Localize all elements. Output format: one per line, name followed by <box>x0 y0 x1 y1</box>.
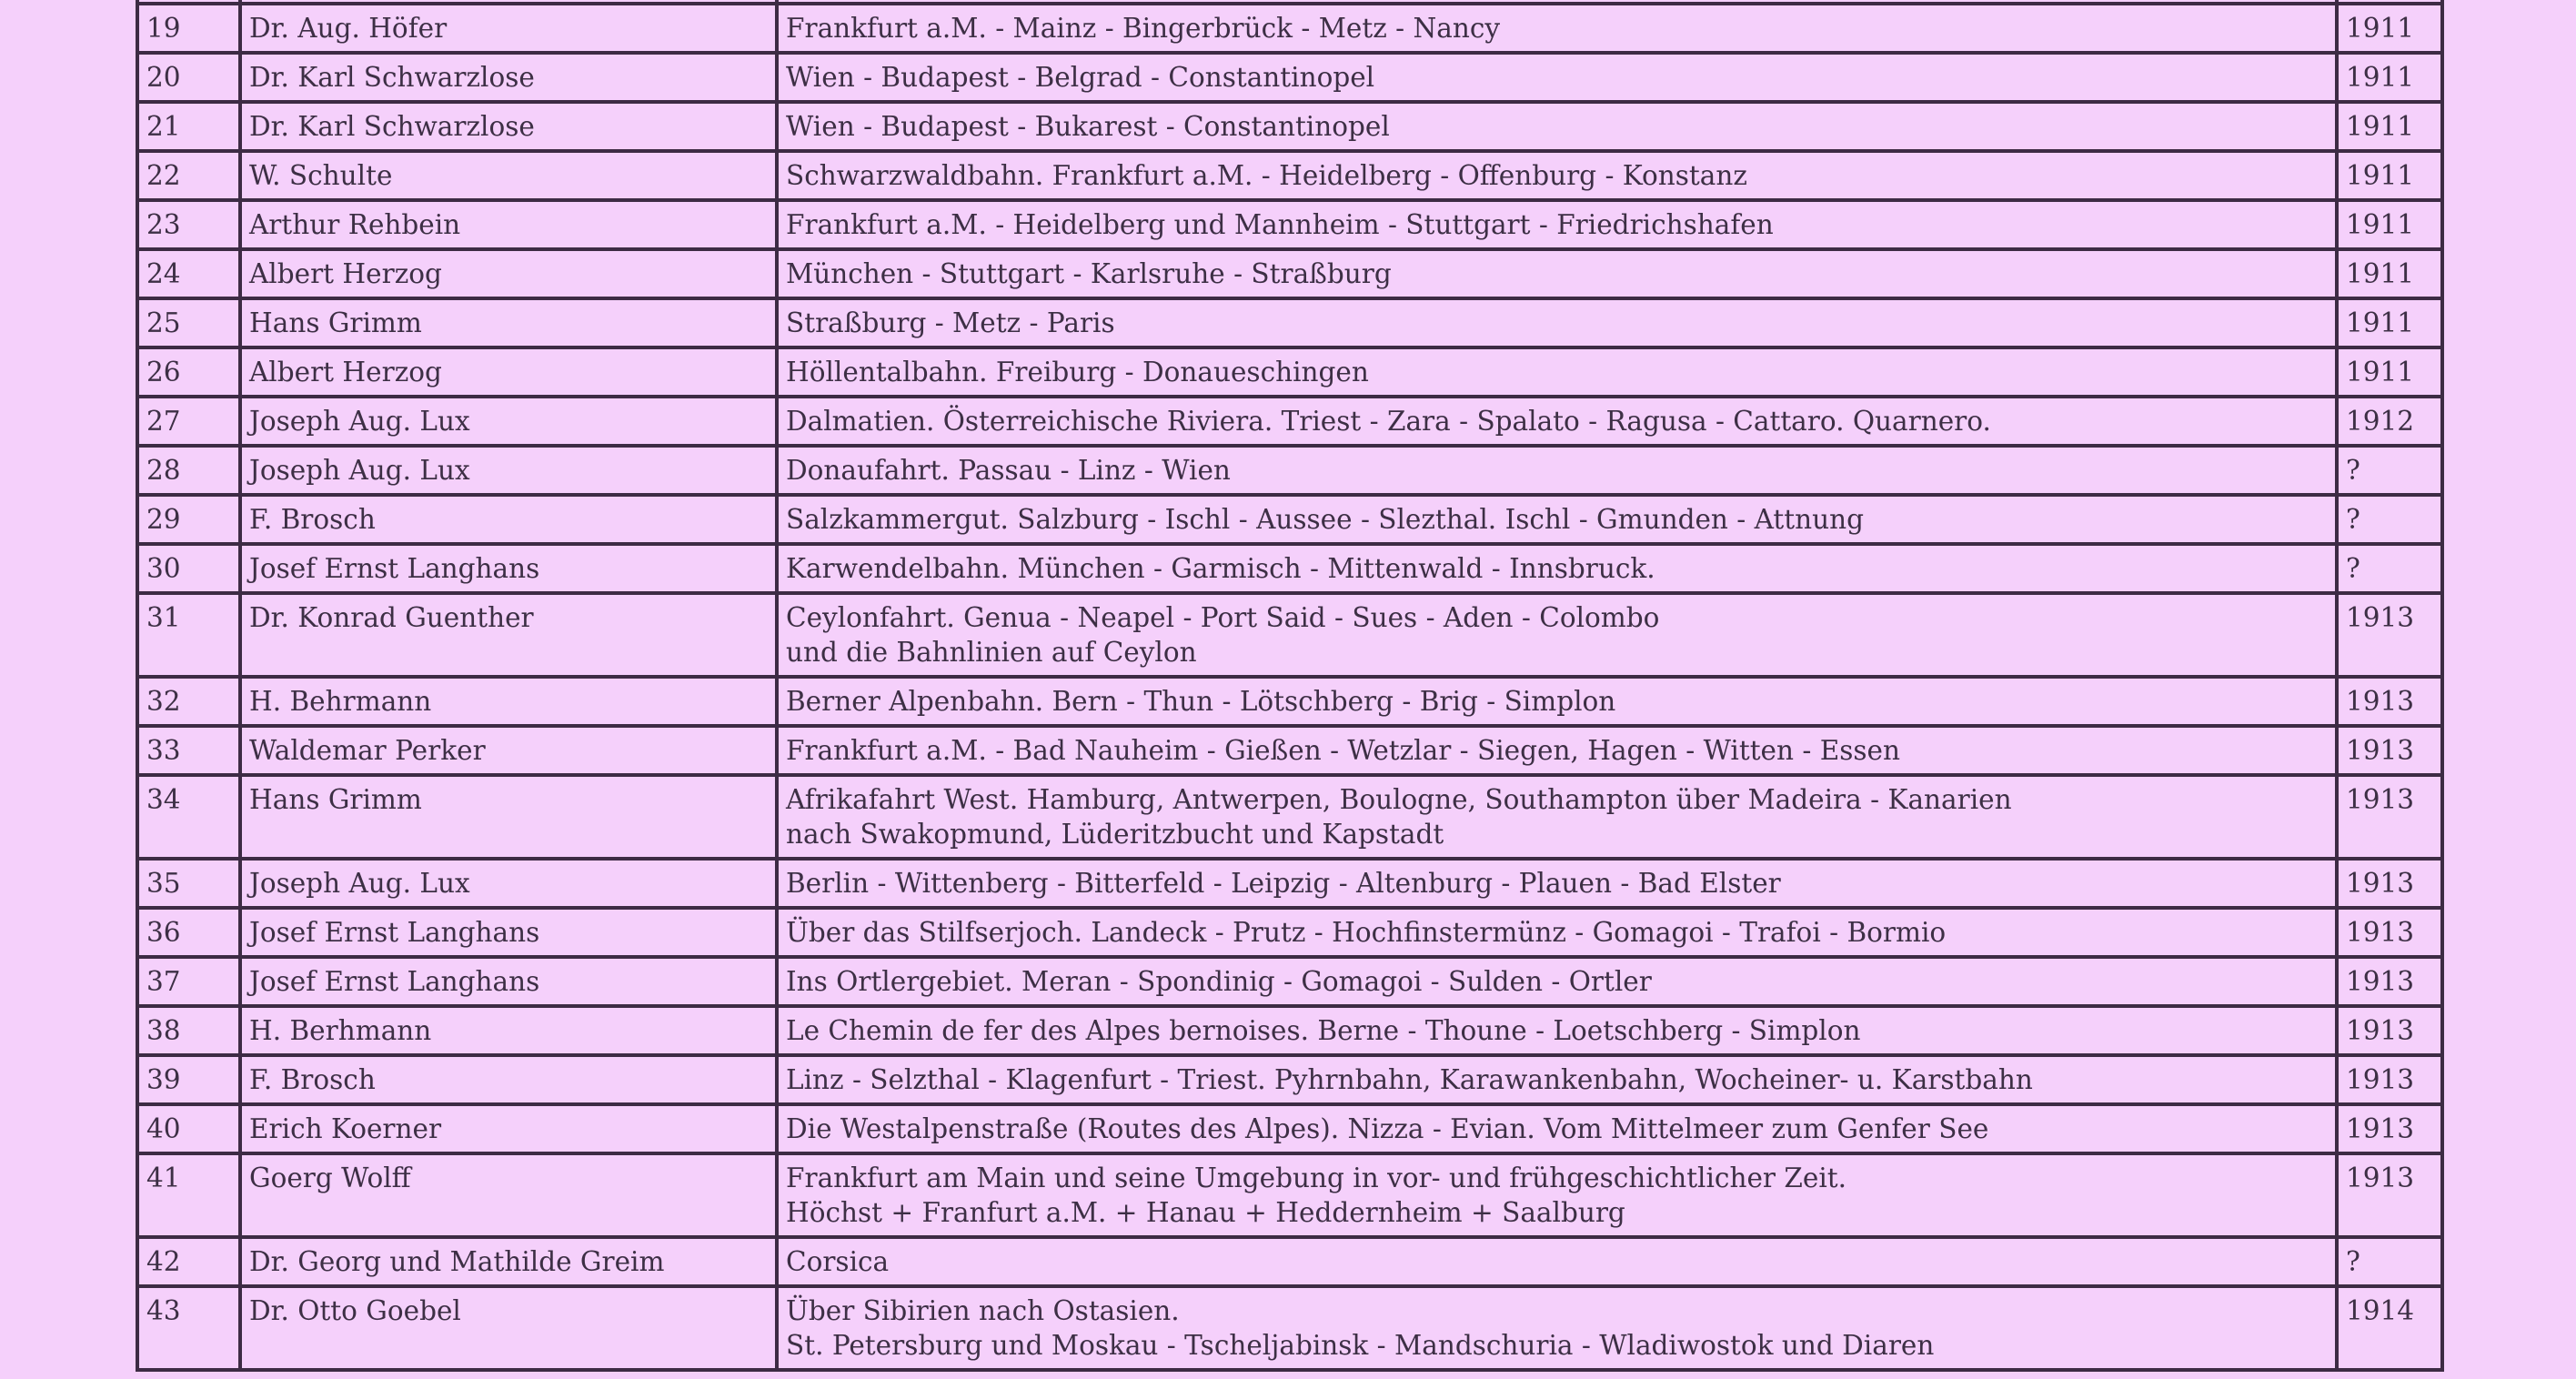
year-cell: 1913 <box>2337 1055 2442 1104</box>
title-cell <box>777 397 2337 446</box>
year-cell: 1911 <box>2337 102 2442 151</box>
title-line: Straßburg - Metz - Paris <box>786 307 1115 338</box>
row-number: 27 <box>137 397 240 446</box>
author-cell: Joseph Aug. Lux <box>240 446 777 495</box>
year-cell: 1911 <box>2337 249 2442 298</box>
title-line: nach Swakopmund, Lüderitzbucht und Kapstadt <box>786 819 1444 850</box>
title-line: Afrikafahrt West. Hamburg, Antwerpen, Boulogne, Southampton über Madeira - Kanarien <box>786 784 2012 815</box>
row-number: 39 <box>137 1055 240 1104</box>
title-cell <box>777 1286 2337 1370</box>
row-number: 38 <box>137 1006 240 1055</box>
row-number: 33 <box>137 726 240 775</box>
author-cell: Josef Ernst Langhans <box>240 544 777 593</box>
table-row <box>137 495 2442 544</box>
row-number: 43 <box>137 1286 240 1370</box>
table-row <box>137 677 2442 726</box>
title-line: Frankfurt a.M. - Heidelberg und Mannheim - Stuttgart - Friedrichshafen <box>786 209 1774 240</box>
table-row <box>137 298 2442 347</box>
table-row <box>137 347 2442 397</box>
year-cell: 1913 <box>2337 726 2442 775</box>
table-row <box>137 102 2442 151</box>
table-row <box>137 1237 2442 1286</box>
row-number: 34 <box>137 775 240 859</box>
title-cell <box>777 1055 2337 1104</box>
title-line: Frankfurt am Main und seine Umgebung in vor- und frühgeschichtlicher Zeit. <box>786 1163 1846 1193</box>
title-cell <box>777 151 2337 200</box>
row-number: 19 <box>137 4 240 53</box>
year-cell: ? <box>2337 495 2442 544</box>
title-cell <box>777 775 2337 859</box>
title-cell <box>777 593 2337 677</box>
title-line: Linz - Selzthal - Klagenfurt - Triest. Pyhrnbahn, Karawankenbahn, Wocheiner- u. Karstbahn <box>786 1064 2033 1095</box>
author-cell: Dr. Otto Goebel <box>240 1286 777 1370</box>
row-number: 30 <box>137 544 240 593</box>
table-row <box>137 859 2442 908</box>
title-line: Berlin - Wittenberg - Bitterfeld - Leipzig - Altenburg - Plauen - Bad Elster <box>786 868 1781 899</box>
author-cell: Hans Grimm <box>240 775 777 859</box>
table-row <box>137 249 2442 298</box>
title-cell <box>777 957 2337 1006</box>
table-row <box>137 1006 2442 1055</box>
title-cell <box>777 1104 2337 1153</box>
author-cell: F. Brosch <box>240 1055 777 1104</box>
title-line: Ceylonfahrt. Genua - Neapel - Port Said - Sues - Aden - Colombo <box>786 602 1660 633</box>
row-number: 26 <box>137 347 240 397</box>
table-row <box>137 53 2442 102</box>
author-cell: Josef Ernst Langhans <box>240 908 777 957</box>
title-cell <box>777 1006 2337 1055</box>
table-row <box>137 544 2442 593</box>
title-line: Höllentalbahn. Freiburg - Donaueschingen <box>786 357 1369 388</box>
row-number: 35 <box>137 859 240 908</box>
year-cell: 1911 <box>2337 53 2442 102</box>
year-cell: 1913 <box>2337 1006 2442 1055</box>
catalog-body <box>137 0 2442 1370</box>
author-cell: Dr. Georg und Mathilde Greim <box>240 1237 777 1286</box>
table-row <box>137 200 2442 249</box>
title-line: Karwendelbahn. München - Garmisch - Mittenwald - Innsbruck. <box>786 553 1655 584</box>
row-number: 41 <box>137 1153 240 1237</box>
catalog-table <box>136 0 2444 1372</box>
title-cell <box>777 298 2337 347</box>
title-cell <box>777 726 2337 775</box>
table-row <box>137 1153 2442 1237</box>
year-cell: 1912 <box>2337 397 2442 446</box>
table-row <box>137 397 2442 446</box>
title-line: und die Bahnlinien auf Ceylon <box>786 637 1197 668</box>
table-row <box>137 1055 2442 1104</box>
author-cell: Dr. Karl Schwarzlose <box>240 53 777 102</box>
year-cell: 1913 <box>2337 775 2442 859</box>
author-cell: Hans Grimm <box>240 298 777 347</box>
title-line: Donaufahrt. Passau - Linz - Wien <box>786 455 1231 486</box>
title-line: Wien - Budapest - Belgrad - Constantinopel <box>786 62 1375 93</box>
row-number: 20 <box>137 53 240 102</box>
table-row <box>137 726 2442 775</box>
title-line: Frankfurt a.M. - Mainz - Bingerbrück - Metz - Nancy <box>786 13 1501 44</box>
title-line: Ins Ortlergebiet. Meran - Spondinig - Gomagoi - Sulden - Ortler <box>786 966 1652 997</box>
table-row <box>137 957 2442 1006</box>
title-line: München - Stuttgart - Karlsruhe - Straßburg <box>786 258 1392 289</box>
year-cell: 1913 <box>2337 859 2442 908</box>
title-line: Die Westalpenstraße (Routes des Alpes). Nizza - Evian. Vom Mittelmeer zum Genfer See <box>786 1113 1989 1144</box>
title-line: Salzkammergut. Salzburg - Ischl - Aussee - Slezthal. Ischl - Gmunden - Attnung <box>786 504 1865 535</box>
row-number: 37 <box>137 957 240 1006</box>
title-cell <box>777 446 2337 495</box>
author-cell: Dr. Aug. Höfer <box>240 4 777 53</box>
year-cell: ? <box>2337 1237 2442 1286</box>
year-cell: 1913 <box>2337 593 2442 677</box>
title-line: Wien - Budapest - Bukarest - Constantinopel <box>786 111 1390 142</box>
title-cell <box>777 859 2337 908</box>
author-cell: Erich Koerner <box>240 1104 777 1153</box>
title-cell <box>777 53 2337 102</box>
title-line: Über das Stilfserjoch. Landeck - Prutz - Hochfinstermünz - Gomagoi - Trafoi - Bormio <box>786 917 1947 948</box>
title-cell <box>777 495 2337 544</box>
title-cell <box>777 544 2337 593</box>
author-cell: Arthur Rehbein <box>240 200 777 249</box>
row-number: 42 <box>137 1237 240 1286</box>
author-cell: Joseph Aug. Lux <box>240 397 777 446</box>
title-cell <box>777 908 2337 957</box>
author-cell: H. Berhmann <box>240 1006 777 1055</box>
title-cell <box>777 4 2337 53</box>
author-cell: W. Schulte <box>240 151 777 200</box>
title-cell <box>777 1237 2337 1286</box>
row-number: 25 <box>137 298 240 347</box>
row-number: 36 <box>137 908 240 957</box>
author-cell: Albert Herzog <box>240 347 777 397</box>
year-cell: ? <box>2337 446 2442 495</box>
row-number: 40 <box>137 1104 240 1153</box>
author-cell: H. Behrmann <box>240 677 777 726</box>
table-row <box>137 446 2442 495</box>
title-line: Schwarzwaldbahn. Frankfurt a.M. - Heidelberg - Offenburg - Konstanz <box>786 160 1747 191</box>
author-cell: Josef Ernst Langhans <box>240 957 777 1006</box>
title-line: St. Petersburg und Moskau - Tscheljabinsk - Mandschuria - Wladiwostok und Diaren <box>786 1330 1935 1361</box>
year-cell: 1911 <box>2337 4 2442 53</box>
title-cell <box>777 102 2337 151</box>
year-cell: ? <box>2337 544 2442 593</box>
row-number: 22 <box>137 151 240 200</box>
row-number: 28 <box>137 446 240 495</box>
row-number: 29 <box>137 495 240 544</box>
author-cell: Goerg Wolff <box>240 1153 777 1237</box>
table-row <box>137 1104 2442 1153</box>
title-cell <box>777 1153 2337 1237</box>
table-row <box>137 1286 2442 1370</box>
title-line: Frankfurt a.M. - Bad Nauheim - Gießen - Wetzlar - Siegen, Hagen - Witten - Essen <box>786 735 1900 766</box>
author-cell: F. Brosch <box>240 495 777 544</box>
table-row <box>137 593 2442 677</box>
title-line: Höchst + Franfurt a.M. + Hanau + Heddernheim + Saalburg <box>786 1197 1625 1228</box>
title-line: Dalmatien. Österreichische Riviera. Triest - Zara - Spalato - Ragusa - Cattaro. Quarnero. <box>786 406 1991 437</box>
row-number: 23 <box>137 200 240 249</box>
title-cell <box>777 200 2337 249</box>
table-row <box>137 775 2442 859</box>
row-number: 24 <box>137 249 240 298</box>
year-cell: 1911 <box>2337 347 2442 397</box>
author-cell: Dr. Karl Schwarzlose <box>240 102 777 151</box>
year-cell: 1911 <box>2337 298 2442 347</box>
year-cell: 1914 <box>2337 1286 2442 1370</box>
author-cell: Joseph Aug. Lux <box>240 859 777 908</box>
year-cell: 1911 <box>2337 151 2442 200</box>
row-number: 31 <box>137 593 240 677</box>
year-cell: 1911 <box>2337 200 2442 249</box>
title-cell <box>777 677 2337 726</box>
table-row <box>137 908 2442 957</box>
title-line: Le Chemin de fer des Alpes bernoises. Berne - Thoune - Loetschberg - Simplon <box>786 1015 1861 1046</box>
year-cell: 1913 <box>2337 677 2442 726</box>
table-row <box>137 151 2442 200</box>
title-cell <box>777 347 2337 397</box>
year-cell: 1913 <box>2337 957 2442 1006</box>
year-cell: 1913 <box>2337 1153 2442 1237</box>
table-row <box>137 4 2442 53</box>
author-cell: Albert Herzog <box>240 249 777 298</box>
author-cell: Waldemar Perker <box>240 726 777 775</box>
row-number: 21 <box>137 102 240 151</box>
title-line: Berner Alpenbahn. Bern - Thun - Lötschberg - Brig - Simplon <box>786 686 1616 717</box>
title-cell <box>777 249 2337 298</box>
author-cell: Dr. Konrad Guenther <box>240 593 777 677</box>
row-number: 32 <box>137 677 240 726</box>
year-cell: 1913 <box>2337 908 2442 957</box>
year-cell: 1913 <box>2337 1104 2442 1153</box>
title-line: Corsica <box>786 1246 890 1277</box>
title-line: Über Sibirien nach Ostasien. <box>786 1295 1180 1326</box>
